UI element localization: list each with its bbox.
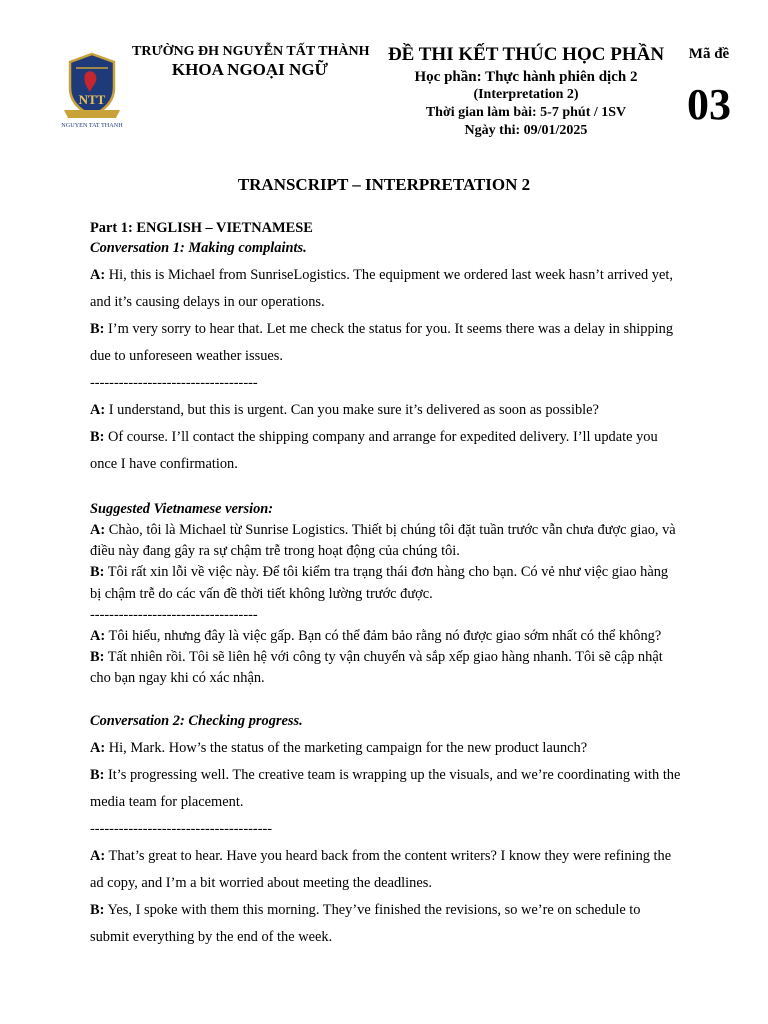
separator-line: -------------------------------------- <box>90 821 273 838</box>
speaker-label: B: <box>90 564 105 581</box>
dialogue-line <box>90 897 682 951</box>
dialogue-line <box>90 562 682 604</box>
svg-text:NGUYEN TAT THANH: NGUYEN TAT THANH <box>61 122 123 128</box>
separator-line: ----------------------------------- <box>90 606 258 623</box>
conversation-1-dialogue <box>90 262 682 478</box>
speaker-label: A: <box>90 740 106 757</box>
shield-logo-icon <box>52 48 132 128</box>
dialogue-line <box>90 735 682 762</box>
exam-info <box>380 42 672 140</box>
exam-code <box>680 44 738 132</box>
exam-duration: Thời gian làm bài: 5-7 phút / 1SV <box>425 105 627 120</box>
school-block <box>132 43 368 80</box>
exam-title: ĐỀ THI KẾT THÚC HỌC PHẦN <box>387 44 665 65</box>
svg-text:NTT: NTT <box>78 92 106 107</box>
document-body <box>90 218 682 951</box>
speaker-label: A: <box>90 267 106 283</box>
conversation-2-dialogue <box>90 735 682 951</box>
suggested-version-title: Suggested Vietnamese version: <box>90 501 274 517</box>
speaker-label: B: <box>90 321 105 337</box>
dialogue-text: Yes, I spoke with them this morning. They’ve finished the revisions, so we’re on schedule to submit everything by the end of the week. <box>90 902 641 946</box>
conversation-2-title: Conversation 2: Checking progress. <box>90 713 303 730</box>
university-name: TRƯỜNG ĐH NGUYỄN TẤT THÀNH <box>132 44 370 59</box>
document-title: TRANSCRIPT – INTERPRETATION 2 <box>237 175 531 194</box>
dialogue-line <box>90 424 682 478</box>
dialogue-line <box>90 647 682 689</box>
dialogue-text: It’s progressing well. The creative team is wrapping up the visuals, and we’re coordinating with the media team for placement. <box>90 767 681 811</box>
speaker-label: B: <box>90 649 105 666</box>
dialogue-line <box>90 397 682 424</box>
dialogue-text: Tôi rất xin lỗi về việc này. Để tôi kiểm tra trạng thái đơn hàng cho bạn. Có vẻ như việc giao hàng bị chậm trễ do các vấn đề thời tiết không lường trước được. <box>90 564 669 602</box>
speaker-label: A: <box>90 402 106 418</box>
dialogue-line <box>90 626 682 647</box>
course-subtitle: (Interpretation 2) <box>473 87 579 102</box>
faculty-name: KHOA NGOẠI NGỮ <box>171 60 329 79</box>
dialogue-line <box>90 262 682 316</box>
dialogue-line <box>90 762 682 816</box>
dialogue-text: I understand, but this is urgent. Can you make sure it’s delivered as soon as possible? <box>105 402 599 418</box>
part-title: Part 1: ENGLISH – VIETNAMESE <box>90 220 313 236</box>
dialogue-line <box>90 843 682 897</box>
speaker-label: B: <box>90 767 105 784</box>
exam-code-label: Mã đề <box>688 46 730 62</box>
speaker-label: B: <box>90 429 105 445</box>
dialogue-text: I’m very sorry to hear that. Let me check the status for you. It seems there was a delay in shipping due to unforeseen weather issues. <box>90 321 674 364</box>
speaker-label: A: <box>90 522 106 538</box>
dialogue-text: That’s great to hear. Have you heard back from the content writers? I know they were refining the ad copy, and I’m a bit worried about meeting the deadlines. <box>90 848 672 892</box>
speaker-label: A: <box>90 627 106 644</box>
exam-date: Ngày thi: 09/01/2025 <box>464 123 588 138</box>
course-name: Học phần: Thực hành phiên dịch 2 <box>414 69 638 85</box>
separator-line: ----------------------------------- <box>90 375 258 391</box>
dialogue-text: Tất nhiên rồi. Tôi sẽ liên hệ với công ty vận chuyển và sắp xếp giao hàng nhanh. Tôi sẽ cập nhật cho bạn ngay khi có xác nhận. <box>90 649 663 687</box>
dialogue-text: Of course. I’ll contact the shipping company and arrange for expedited delivery. I’ll update you once I have confirmation. <box>90 429 658 472</box>
dialogue-text: Tôi hiểu, nhưng đây là việc gấp. Bạn có thể đảm bảo rằng nó được giao sớm nhất có thể không? <box>105 627 662 644</box>
dialogue-line <box>90 520 682 562</box>
dialogue-text: Chào, tôi là Michael từ Sunrise Logistics. Thiết bị chúng tôi đặt tuần trước vẫn chưa được giao, và điều này đang gây ra sự chậm trễ trong hoạt động của chúng tôi. <box>90 522 676 560</box>
dialogue-text: Hi, this is Michael from SunriseLogistics. The equipment we ordered last week hasn’t arrived yet, and it’s causing delays in our operations. <box>90 267 673 310</box>
speaker-label: A: <box>90 848 106 865</box>
school-logo <box>52 48 132 128</box>
dialogue-line <box>90 316 682 370</box>
conversation-1-title: Conversation 1: Making complaints. <box>90 240 307 256</box>
exam-code-value: 03 <box>687 80 731 129</box>
speaker-label: B: <box>90 902 105 919</box>
dialogue-text: Hi, Mark. How’s the status of the marketing campaign for the new product launch? <box>105 740 588 757</box>
vietnamese-version <box>90 520 682 689</box>
